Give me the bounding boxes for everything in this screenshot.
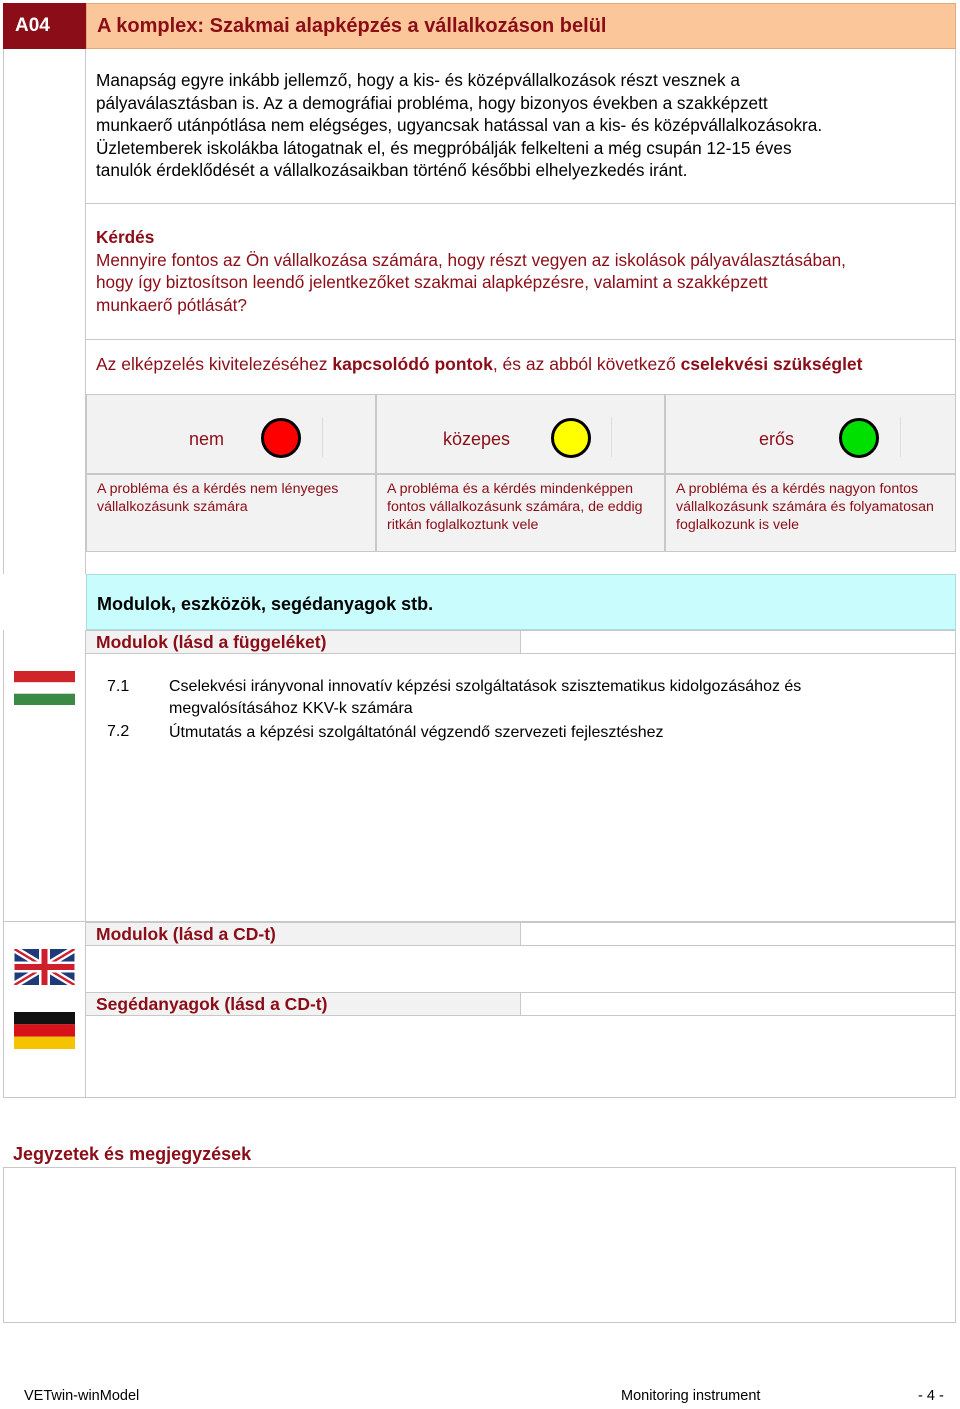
left-margin-column xyxy=(3,49,86,574)
section-code: A04 xyxy=(3,3,86,49)
rating-option-kozepes[interactable] xyxy=(376,394,665,474)
intro-paragraph xyxy=(86,49,956,204)
uk-flag-icon xyxy=(14,949,75,985)
intro-line: Üzletemberek iskolákba látogatnak el, és megpróbálják felkelteni a még csupán 12-15 éves xyxy=(96,137,792,158)
footer-left: VETwin-winModel xyxy=(24,1388,140,1404)
yellow-light-icon[interactable] xyxy=(551,418,591,458)
rating-intro-prefix: Az elképzelés kivitelezéséhez xyxy=(96,354,333,374)
question-heading: Kérdés xyxy=(96,227,155,247)
intro-line: pályaválasztásban is. Az a demográfiai probléma, hogy bizonyos években a szakképzett xyxy=(96,92,768,113)
title-rule xyxy=(521,630,956,654)
hungary-flag-icon xyxy=(14,671,75,705)
rating-intro-bold-2: cselekvési szükséglet xyxy=(680,354,863,374)
green-light-icon[interactable] xyxy=(839,418,879,458)
rating-label: erős xyxy=(759,429,795,449)
question-line: munkaerő pótlását? xyxy=(96,294,247,315)
module-item[interactable] xyxy=(169,676,801,719)
rating-description-eros: A probléma és a kérdés nagyon fontos vállalkozásunk számára és folyamatosan foglalkozunk is vele xyxy=(665,474,956,552)
rating-label: nem xyxy=(189,429,225,449)
module-item-line: megvalósításához KKV-k számára xyxy=(169,699,413,717)
page-number: - 4 - xyxy=(918,1388,944,1404)
question-line: hogy így biztosítson leendő jelentkezőket szakmai alapképzésre, valamint a szakképzett xyxy=(96,272,768,292)
red-light-icon[interactable] xyxy=(261,418,301,458)
intro-line: tanulók érdeklődését a vállalkozásaikban történő későbbi elhelyezkedés iránt. xyxy=(96,160,688,180)
page-title: A komplex: Szakmai alapképzés a vállalkozáson belül xyxy=(86,3,956,49)
rating-intro-bold-1: kapcsolódó pontok xyxy=(332,354,493,374)
title-rule xyxy=(521,992,956,1016)
rating-label: közepes xyxy=(443,429,511,449)
rating-intro-middle: , és az abból következő xyxy=(492,354,681,374)
question-text xyxy=(96,249,945,317)
rating-option-nem[interactable] xyxy=(86,394,376,474)
divider xyxy=(900,417,901,457)
notes-area[interactable] xyxy=(3,1167,956,1323)
cd-modules-title: Modulok (lásd a CD-t) xyxy=(86,922,521,946)
intro-line: Manapság egyre inkább jellemző, hogy a kis- és középvállalkozások részt vesznek a xyxy=(96,70,740,90)
modules-heading: Modulok, eszközök, segédanyagok stb. xyxy=(86,574,956,630)
module-item[interactable] xyxy=(169,722,663,744)
module-item-number: 7.1 xyxy=(107,678,130,695)
module-item-line: Útmutatás a képzési szolgáltatónál végzendő szervezeti fejlesztéshez xyxy=(169,724,664,741)
rating-option-eros[interactable] xyxy=(665,394,956,474)
question-line: Mennyire fontos az Ön vállalkozása számára, hogy részt vegyen az iskolások pályaválasztásában, xyxy=(96,249,846,270)
germany-flag-icon xyxy=(14,1012,75,1049)
rating-intro-line xyxy=(86,340,956,394)
divider xyxy=(611,417,612,457)
cd-materials-title: Segédanyagok (lásd a CD-t) xyxy=(86,992,521,1016)
title-rule xyxy=(521,922,956,946)
question-block xyxy=(86,204,956,340)
footer-center: Monitoring instrument xyxy=(621,1388,761,1404)
intro-line: munkaerő utánpótlása nem elégséges, ugyancsak hatással van a kis- és középvállalkozásokra. xyxy=(96,115,823,135)
hu-modules-title: Modulok (lásd a függeléket) xyxy=(86,630,521,654)
module-item-line: Cselekvési irányvonal innovatív képzési szolgáltatások szisztematikus kidolgozásához és xyxy=(169,678,802,695)
divider xyxy=(322,417,323,457)
rating-description-kozepes: A probléma és a kérdés mindenképpen fontos vállalkozásunk számára, de eddig ritkán foglalkoztunk vele xyxy=(376,474,665,552)
module-item-number: 7.2 xyxy=(107,723,130,740)
rating-description-nem: A probléma és a kérdés nem lényeges vállalkozásunk számára xyxy=(86,474,376,552)
notes-title: Jegyzetek és megjegyzések xyxy=(13,1144,252,1164)
